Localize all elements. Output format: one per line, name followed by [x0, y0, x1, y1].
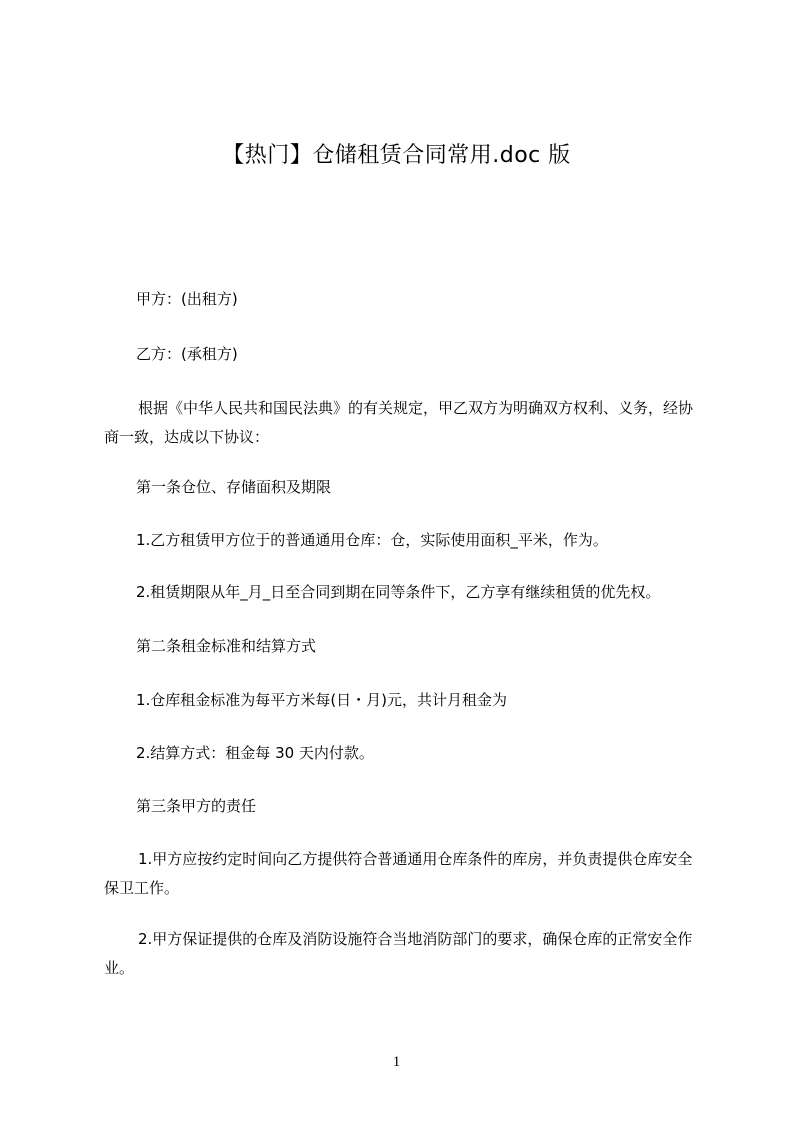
article-1-clause-1: 1.乙方租赁甲方位于的普通通用仓库：仓，实际使用面积_平米，作为。 — [136, 531, 608, 549]
party-a-line: 甲方：(出租方) — [136, 290, 238, 308]
article-1-clause-2: 2.租赁期限从年_月_日至合同到期在同等条件下，乙方享有继续租赁的优先权。 — [136, 583, 661, 601]
page-number: 1 — [392, 1054, 401, 1070]
article-2-clause-1: 1.仓库租金标准为每平方米每(日・月)元，共计月租金为 — [136, 691, 508, 709]
article-3-clause-2: 2.甲方保证提供的仓库及消防设施符合当地消防部门的要求，确保仓库的正常安全作业。 — [104, 930, 693, 977]
document-title: 【热门】仓储租赁合同常用.doc 版 — [222, 143, 571, 168]
party-b-line: 乙方：(承租方) — [136, 345, 238, 363]
article-2-clause-2: 2.结算方式：租金每 30 天内付款。 — [136, 744, 374, 762]
article-3-heading: 第三条甲方的责任 — [136, 797, 257, 815]
article-1-heading: 第一条仓位、存储面积及期限 — [136, 478, 332, 496]
preamble-paragraph: 根据《中华人民共和国民法典》的有关规定，甲乙双方为明确双方权利、义务，经协商一致，达成以下协议： — [104, 399, 694, 446]
article-3-clause-1: 1.甲方应按约定时间向乙方提供符合普通通用仓库条件的库房，并负责提供仓库安全保卫工作。 — [104, 850, 693, 897]
article-2-heading: 第二条租金标准和结算方式 — [136, 637, 317, 655]
